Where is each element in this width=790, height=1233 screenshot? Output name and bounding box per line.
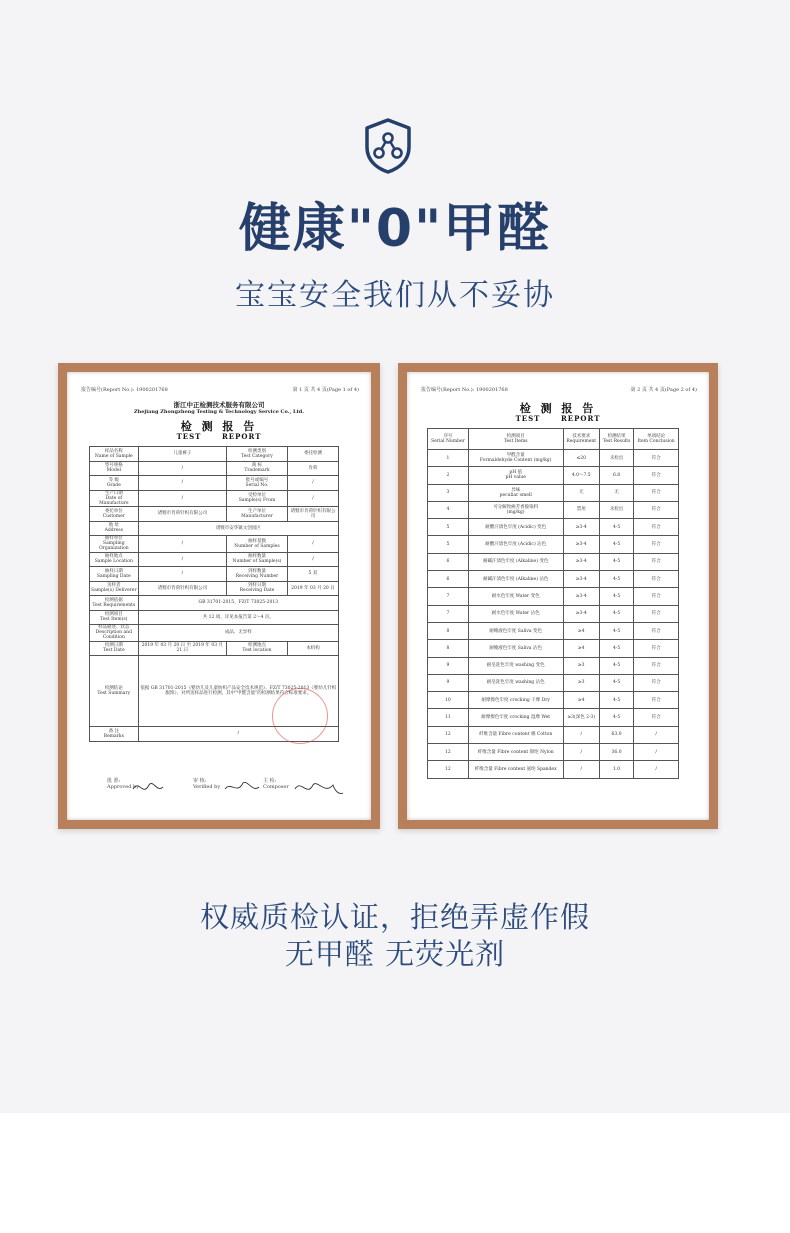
red-seal-stamp (272, 688, 328, 744)
table-cell: 禁用 (563, 501, 599, 518)
table-cell: 10 (428, 692, 469, 709)
table-cell: 耐唾液色牢度 Saliva 变色 (468, 622, 563, 639)
table-cell: 耐水色牢度 Water 沾色 (468, 605, 563, 622)
table-cell: 符合 (634, 657, 679, 674)
table-cell: 肯荷 (287, 461, 338, 476)
table-cell: 检测项目 Test Item(s) (90, 610, 139, 625)
table-cell: 4 (428, 501, 469, 518)
table-row (428, 692, 679, 709)
table-cell: 12 (428, 761, 469, 778)
table-row (90, 610, 339, 625)
table-cell: 符合 (634, 692, 679, 709)
report-page: 第 2 页 共 4 页(Page 2 of 4) (630, 387, 697, 393)
table-cell: 4-5 (599, 519, 633, 536)
table-row (428, 622, 679, 639)
table-cell: 样品名称 Name of Sample (90, 447, 139, 462)
table-cell: 检测结果 Test Results (599, 429, 633, 450)
table-cell: 技术要求 Requirement (563, 429, 599, 450)
table-row (428, 657, 679, 674)
table-cell: 受检单位 Sample(s) From (227, 490, 288, 507)
report-header (81, 386, 359, 393)
table-cell: 耐酸汗渍色牢度 (Acidic) 沾色 (468, 536, 563, 553)
table-cell: / (634, 726, 679, 743)
table-cell: / (287, 536, 338, 553)
table-cell: 2019 年 03 月 20 日 至 2019 年 03 月 21 日 (138, 641, 226, 656)
table-row (90, 461, 339, 476)
table-cell: 4-5 (599, 657, 633, 674)
table-cell: 6 (428, 553, 469, 570)
table-cell: / (138, 490, 226, 507)
table-cell: 4-5 (599, 553, 633, 570)
table-cell: 1.0 (599, 761, 633, 778)
table-cell: 符合 (634, 622, 679, 639)
table-row (90, 536, 339, 553)
table-row (90, 567, 339, 582)
table-row (90, 641, 339, 656)
table-cell: 符合 (634, 674, 679, 691)
table-cell: 检测结论 Test Summary (90, 656, 139, 727)
table-cell: 耐皂洗色牢度 washing 变色 (468, 657, 563, 674)
approved-by-label: 批 准: Approved by (107, 778, 140, 790)
report-number: 报告编号(Report No.): 1900201768 (81, 387, 168, 393)
table-row (428, 571, 679, 588)
table-cell: 符合 (634, 467, 679, 484)
table-cell: 4.0～7.5 (563, 467, 599, 484)
table-row (90, 521, 339, 536)
table-cell: 未检出 (599, 501, 633, 518)
table-cell: / (138, 461, 226, 476)
table-cell: 符合 (634, 605, 679, 622)
table-cell: ≥4 (563, 640, 599, 657)
table-cell: 耐皂洗色牢度 washing 沾色 (468, 674, 563, 691)
table-cell: 4-5 (599, 709, 633, 726)
table-cell: 检测项目 Test Items (468, 429, 563, 450)
table-cell: 8 (428, 622, 469, 639)
verified-by-label: 审 核: Verified by (193, 778, 221, 790)
table-cell: / (634, 761, 679, 778)
composer-label: 主 检: Composer (263, 778, 289, 790)
table-cell: ≥3-4 (563, 553, 599, 570)
table-cell: 3 (428, 484, 469, 501)
table-cell: 依据 GB 31701-2015《婴幼儿及儿童纺织产品安全技术规范》、FZ/T 73025-2013《婴幼儿针织服饰》，对所送样品进行检测，其中"甲醛含量"的检测结果符合标准要求。 (138, 656, 338, 727)
table-cell: 样品描述、状态 Description and Condition (90, 625, 139, 642)
table-cell: 未检出 (599, 450, 633, 467)
table-cell: 12 (428, 744, 469, 761)
table-cell: 6 (428, 571, 469, 588)
table-cell: ≥3-4 (563, 588, 599, 605)
table-cell: / (563, 744, 599, 761)
table-cell: ≥3-4 (563, 536, 599, 553)
table-row (90, 447, 339, 462)
table-header-row (428, 429, 679, 450)
table-cell: 商 标 Trademark (227, 461, 288, 476)
table-cell: 9 (428, 657, 469, 674)
table-cell: 符合 (634, 536, 679, 553)
table-cell: 检测类别 Test Category (227, 447, 288, 462)
table-cell: 符合 (634, 501, 679, 518)
table-cell: 符合 (634, 519, 679, 536)
table-cell: 4-5 (599, 536, 633, 553)
table-row (428, 536, 679, 553)
table-cell: 耐摩擦色牢度 crocking 湿摩 Wet (468, 709, 563, 726)
table-cell: 到样日期 Receiving Date (227, 581, 288, 596)
handwritten-signatures (129, 775, 349, 801)
table-cell: 检测依据 Test Requirements (90, 596, 139, 611)
report-header (421, 386, 697, 393)
table-cell: 型号规格 Model (90, 461, 139, 476)
table-cell: 6.8 (599, 467, 633, 484)
page-headline: 健康"0"甲醛 (238, 199, 552, 259)
table-cell: 地 址 Address (90, 521, 139, 536)
table-cell: 1 (428, 450, 469, 467)
table-row (90, 625, 339, 642)
table-cell: 异味 peculiar smell (468, 484, 563, 501)
table-cell: 可分解致癌芳香胺染料 (mg/kg) (468, 501, 563, 518)
table-row (428, 709, 679, 726)
report-number: 报告编号(Report No.): 1900201768 (421, 387, 508, 393)
table-row (428, 501, 679, 518)
table-cell: ≥3-4 (563, 605, 599, 622)
table-cell: 单项结论 Item Conclusion (634, 429, 679, 450)
table-cell: 符合 (634, 640, 679, 657)
company-name-en: Zhejiang Zhongzheng Testing & Technology Service Co., Ltd. (133, 409, 305, 415)
report-title-en: TEST REPORT (515, 414, 601, 423)
report-results-table (427, 428, 679, 779)
table-cell: 4-5 (599, 640, 633, 657)
table-row (90, 581, 339, 596)
table-row (428, 726, 679, 743)
shield-molecule-icon (363, 117, 413, 175)
table-row (428, 674, 679, 691)
table-cell: 诸暨市肯荷针织有限公司 (287, 507, 338, 522)
table-cell: 诸暨市肯荷针织有限公司 (138, 507, 226, 522)
table-cell: 耐碱汗渍色牢度 (Alkaline) 沾色 (468, 571, 563, 588)
table-cell: 备 注 Remarks (90, 727, 139, 742)
report-title-cn: 检 测 报 告 (519, 402, 597, 415)
table-cell: 4-5 (599, 674, 633, 691)
table-cell: 纤维含量 Fibre content 棉 Cotton (468, 726, 563, 743)
table-cell: 符合 (634, 588, 679, 605)
table-cell: ≥4 (563, 622, 599, 639)
table-row (428, 588, 679, 605)
table-cell: 耐水色牢度 Water 变色 (468, 588, 563, 605)
report-page: 第 1 页 共 4 页(Page 1 of 4) (292, 387, 359, 393)
table-row (428, 761, 679, 778)
table-cell: 36.0 (599, 744, 633, 761)
table-cell: 9 (428, 674, 469, 691)
table-cell: 耐摩擦色牢度 crocking 干摩 Dry (468, 692, 563, 709)
table-cell: 生产单位 Manufacturer (227, 507, 288, 522)
table-cell: 委托检测 (287, 447, 338, 462)
table-cell: 儿童裤子 (138, 447, 226, 462)
footer-line-1: 权威质检认证，拒绝弄虚作假 (199, 900, 590, 934)
table-row (428, 744, 679, 761)
table-cell: 抽样基数 Number of Samples (227, 536, 288, 553)
table-cell: 5 (428, 519, 469, 536)
table-row (428, 484, 679, 501)
table-cell: 无 (563, 484, 599, 501)
table-cell: 符合 (634, 571, 679, 588)
table-cell: 耐唾液色牢度 Saliva 沾色 (468, 640, 563, 657)
table-cell: 纤维含量 Fibre content 氨纶 Spandex (468, 761, 563, 778)
table-cell: 共 12 项，详见本报告第 2～4 页。 (138, 610, 338, 625)
table-cell: / (287, 552, 338, 567)
table-cell: 本机构 (287, 641, 338, 656)
company-name-cn: 浙江中正检测技术服务有限公司 (173, 401, 265, 409)
table-cell: 4-5 (599, 605, 633, 622)
table-row (90, 507, 339, 522)
table-cell: ≥3(深色 2-3) (563, 709, 599, 726)
table-cell: GB 31701-2015、FZ/T 73025-2013 (138, 596, 338, 611)
report-title-cn: 检 测 报 告 (180, 420, 258, 433)
table-cell: 5 (428, 536, 469, 553)
table-cell: / (287, 490, 338, 507)
table-cell: 7 (428, 605, 469, 622)
table-cell: 检测地点 Test location (227, 641, 288, 656)
footer-line-2: 无甲醛 无荧光剂 (284, 937, 506, 971)
table-cell: 诸暨市肯荷针织有限公司 (138, 581, 226, 596)
table-cell: 8 (428, 640, 469, 657)
table-cell: 抽样日期 Sampling Date (90, 567, 139, 582)
table-cell: 抽样数量 Number of Sample(s) (227, 552, 288, 567)
table-row (90, 596, 339, 611)
table-cell: 2019 年 03 月 20 日 (287, 581, 338, 596)
table-cell: 符合 (634, 553, 679, 570)
table-cell: 耐酸汗渍色牢度 (Acidic) 变色 (468, 519, 563, 536)
table-cell: 序号 Serial Number (428, 429, 469, 450)
table-cell: 5 双 (287, 567, 338, 582)
table-cell: ≥4 (563, 692, 599, 709)
table-cell: / (138, 536, 226, 553)
table-cell: 耐碱汗渍色牢度 (Alkaline) 变色 (468, 553, 563, 570)
table-cell: 检测日期 Test Date (90, 641, 139, 656)
table-cell: / (563, 761, 599, 778)
table-cell: ≥3 (563, 657, 599, 674)
table-cell: / (138, 552, 226, 567)
table-cell: 4-5 (599, 571, 633, 588)
table-cell: / (563, 726, 599, 743)
table-cell: / (138, 476, 226, 491)
table-row (428, 553, 679, 570)
table-cell: 等 级 Grade (90, 476, 139, 491)
table-cell: 11 (428, 709, 469, 726)
table-cell: 委托单位 Customer (90, 507, 139, 522)
table-cell: 63.0 (599, 726, 633, 743)
table-cell: 甲醛含量 Formaldehyde Content (mg/kg) (468, 450, 563, 467)
table-cell: / (138, 567, 226, 582)
table-row (428, 519, 679, 536)
table-row (428, 450, 679, 467)
report-title-en: TEST REPORT (176, 432, 262, 441)
table-cell: 4-5 (599, 692, 633, 709)
table-cell: 符合 (634, 450, 679, 467)
table-row (90, 552, 339, 567)
table-cell: 抽样单位 Sampling Organization (90, 536, 139, 553)
table-row (90, 490, 339, 507)
table-cell: 符合 (634, 484, 679, 501)
table-cell: 4-5 (599, 622, 633, 639)
table-cell: 到样数量 Receiving Number (227, 567, 288, 582)
report-frame-page-1 (58, 363, 380, 829)
table-cell: ≥3-4 (563, 519, 599, 536)
report-paper (407, 372, 709, 820)
table-cell: 2 (428, 467, 469, 484)
table-cell: 12 (428, 726, 469, 743)
table-row (428, 640, 679, 657)
table-cell: / (138, 727, 338, 742)
table-cell: 符合 (634, 709, 679, 726)
table-row (90, 476, 339, 491)
table-cell: 批号或编号 Serial No. (227, 476, 288, 491)
table-cell: 纤维含量 Fibre content 锦纶 Nylon (468, 744, 563, 761)
report-frame-page-2 (398, 363, 718, 829)
table-cell: ≤20 (563, 450, 599, 467)
report-paper (67, 372, 371, 820)
table-cell: ≥3 (563, 674, 599, 691)
table-cell: ≥3-4 (563, 571, 599, 588)
table-cell: 成品、无异样 (138, 625, 338, 642)
table-row (428, 605, 679, 622)
page-subheadline: 宝宝安全我们从不妥协 (235, 278, 555, 313)
table-cell: 诸暨市安华镇文创园区 (138, 521, 338, 536)
table-row (428, 467, 679, 484)
table-cell: 抽样地点 Sample Location (90, 552, 139, 567)
table-cell: 7 (428, 588, 469, 605)
table-cell: 送样者 Sample(s) Deliverer (90, 581, 139, 596)
table-cell: / (287, 476, 338, 491)
table-cell: 无 (599, 484, 633, 501)
table-cell: 4-5 (599, 588, 633, 605)
table-cell: pH 值 pH value (468, 467, 563, 484)
table-cell: / (634, 744, 679, 761)
table-cell: 生产日期 Date of Manufacture (90, 490, 139, 507)
